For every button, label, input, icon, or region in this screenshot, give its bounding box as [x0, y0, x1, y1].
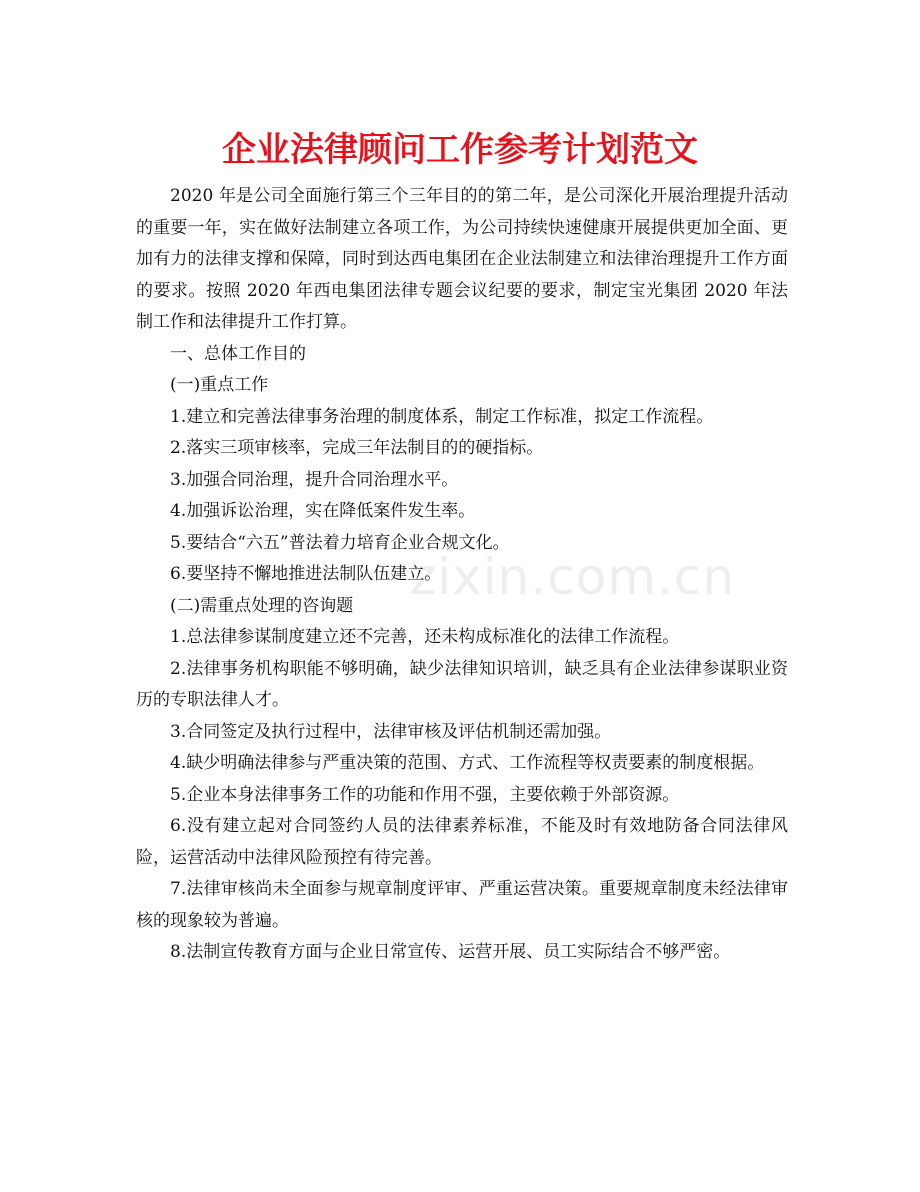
list-item: 4.缺少明确法律参与严重决策的范围、方式、工作流程等权责要素的制度根据。 [170, 753, 765, 773]
section-heading-goals: 一、总体工作目的 [170, 343, 306, 364]
list-item: 5.企业本身法律事务工作的功能和作用不强，主要依赖于外部资源。 [170, 784, 680, 805]
list-item: 3.加强合同治理，提升合同治理水平。 [170, 469, 459, 490]
list-item: 2.法律事务机构职能不够明确，缺少法律知识培训，缺乏具有企业法律参谋职业资历的专职法律人才。 [136, 658, 788, 710]
list-item: 6.要坚持不懈地推进法制队伍建立。 [170, 564, 442, 584]
document-body [136, 181, 788, 969]
list-item: 1.总法律参谋制度建立还不完善，还未构成标准化的法律工作流程。 [170, 627, 680, 647]
list-item: 2.落实三项审核率，完成三年法制目的的硬指标。 [170, 438, 544, 458]
list-item: 4.加强诉讼治理，实在降低案件发生率。 [170, 501, 476, 521]
list-item: 5.要结合“六五”普法着力培育企业合规文化。 [170, 532, 510, 553]
document-title: 企业法律顾问工作参考计划范文 [222, 130, 698, 170]
subsection-heading-key-work: (一)重点工作 [170, 375, 269, 395]
list-item: 1.建立和完善法律事务治理的制度体系，制定工作标准，拟定工作流程。 [170, 406, 714, 427]
list-item: 8.法制宣传教育方面与企业日常宣传、运营开展、员工实际结合不够严密。 [170, 942, 731, 962]
list-item: 6.没有建立起对合同签约人员的法律素养标准，不能及时有效地防备合同法律风险，运营活动中法律风险预控有待完善。 [136, 816, 788, 868]
list-item: 7.法律审核尚未全面参与规章制度评审、严重运营决策。重要规章制度未经法律审核的现象较为普遍。 [136, 879, 788, 931]
watermark: zixin.com.cn [410, 548, 736, 606]
subsection-heading-issues: (二)需重点处理的咨询题 [170, 595, 354, 616]
paragraph-intro: 2020 年是公司全面施行第三个三年目的的第二年，是公司深化开展治理提升活动的重要一年，实在做好法制建立各项工作，为公司持续快速健康开展提供更加全面、更加有力的法律支撑和保障，同时到达西电集团在企业法制建立和法律治理提升工作方面的要求。按照 2020 年西电集团法律专题会议纪要的要求，制定宝光集团 2020 年法制工作和法律提升工作打算。 [136, 186, 788, 332]
list-item: 3.合同签定及执行过程中，法律审核及评估机制还需加强。 [170, 721, 612, 742]
